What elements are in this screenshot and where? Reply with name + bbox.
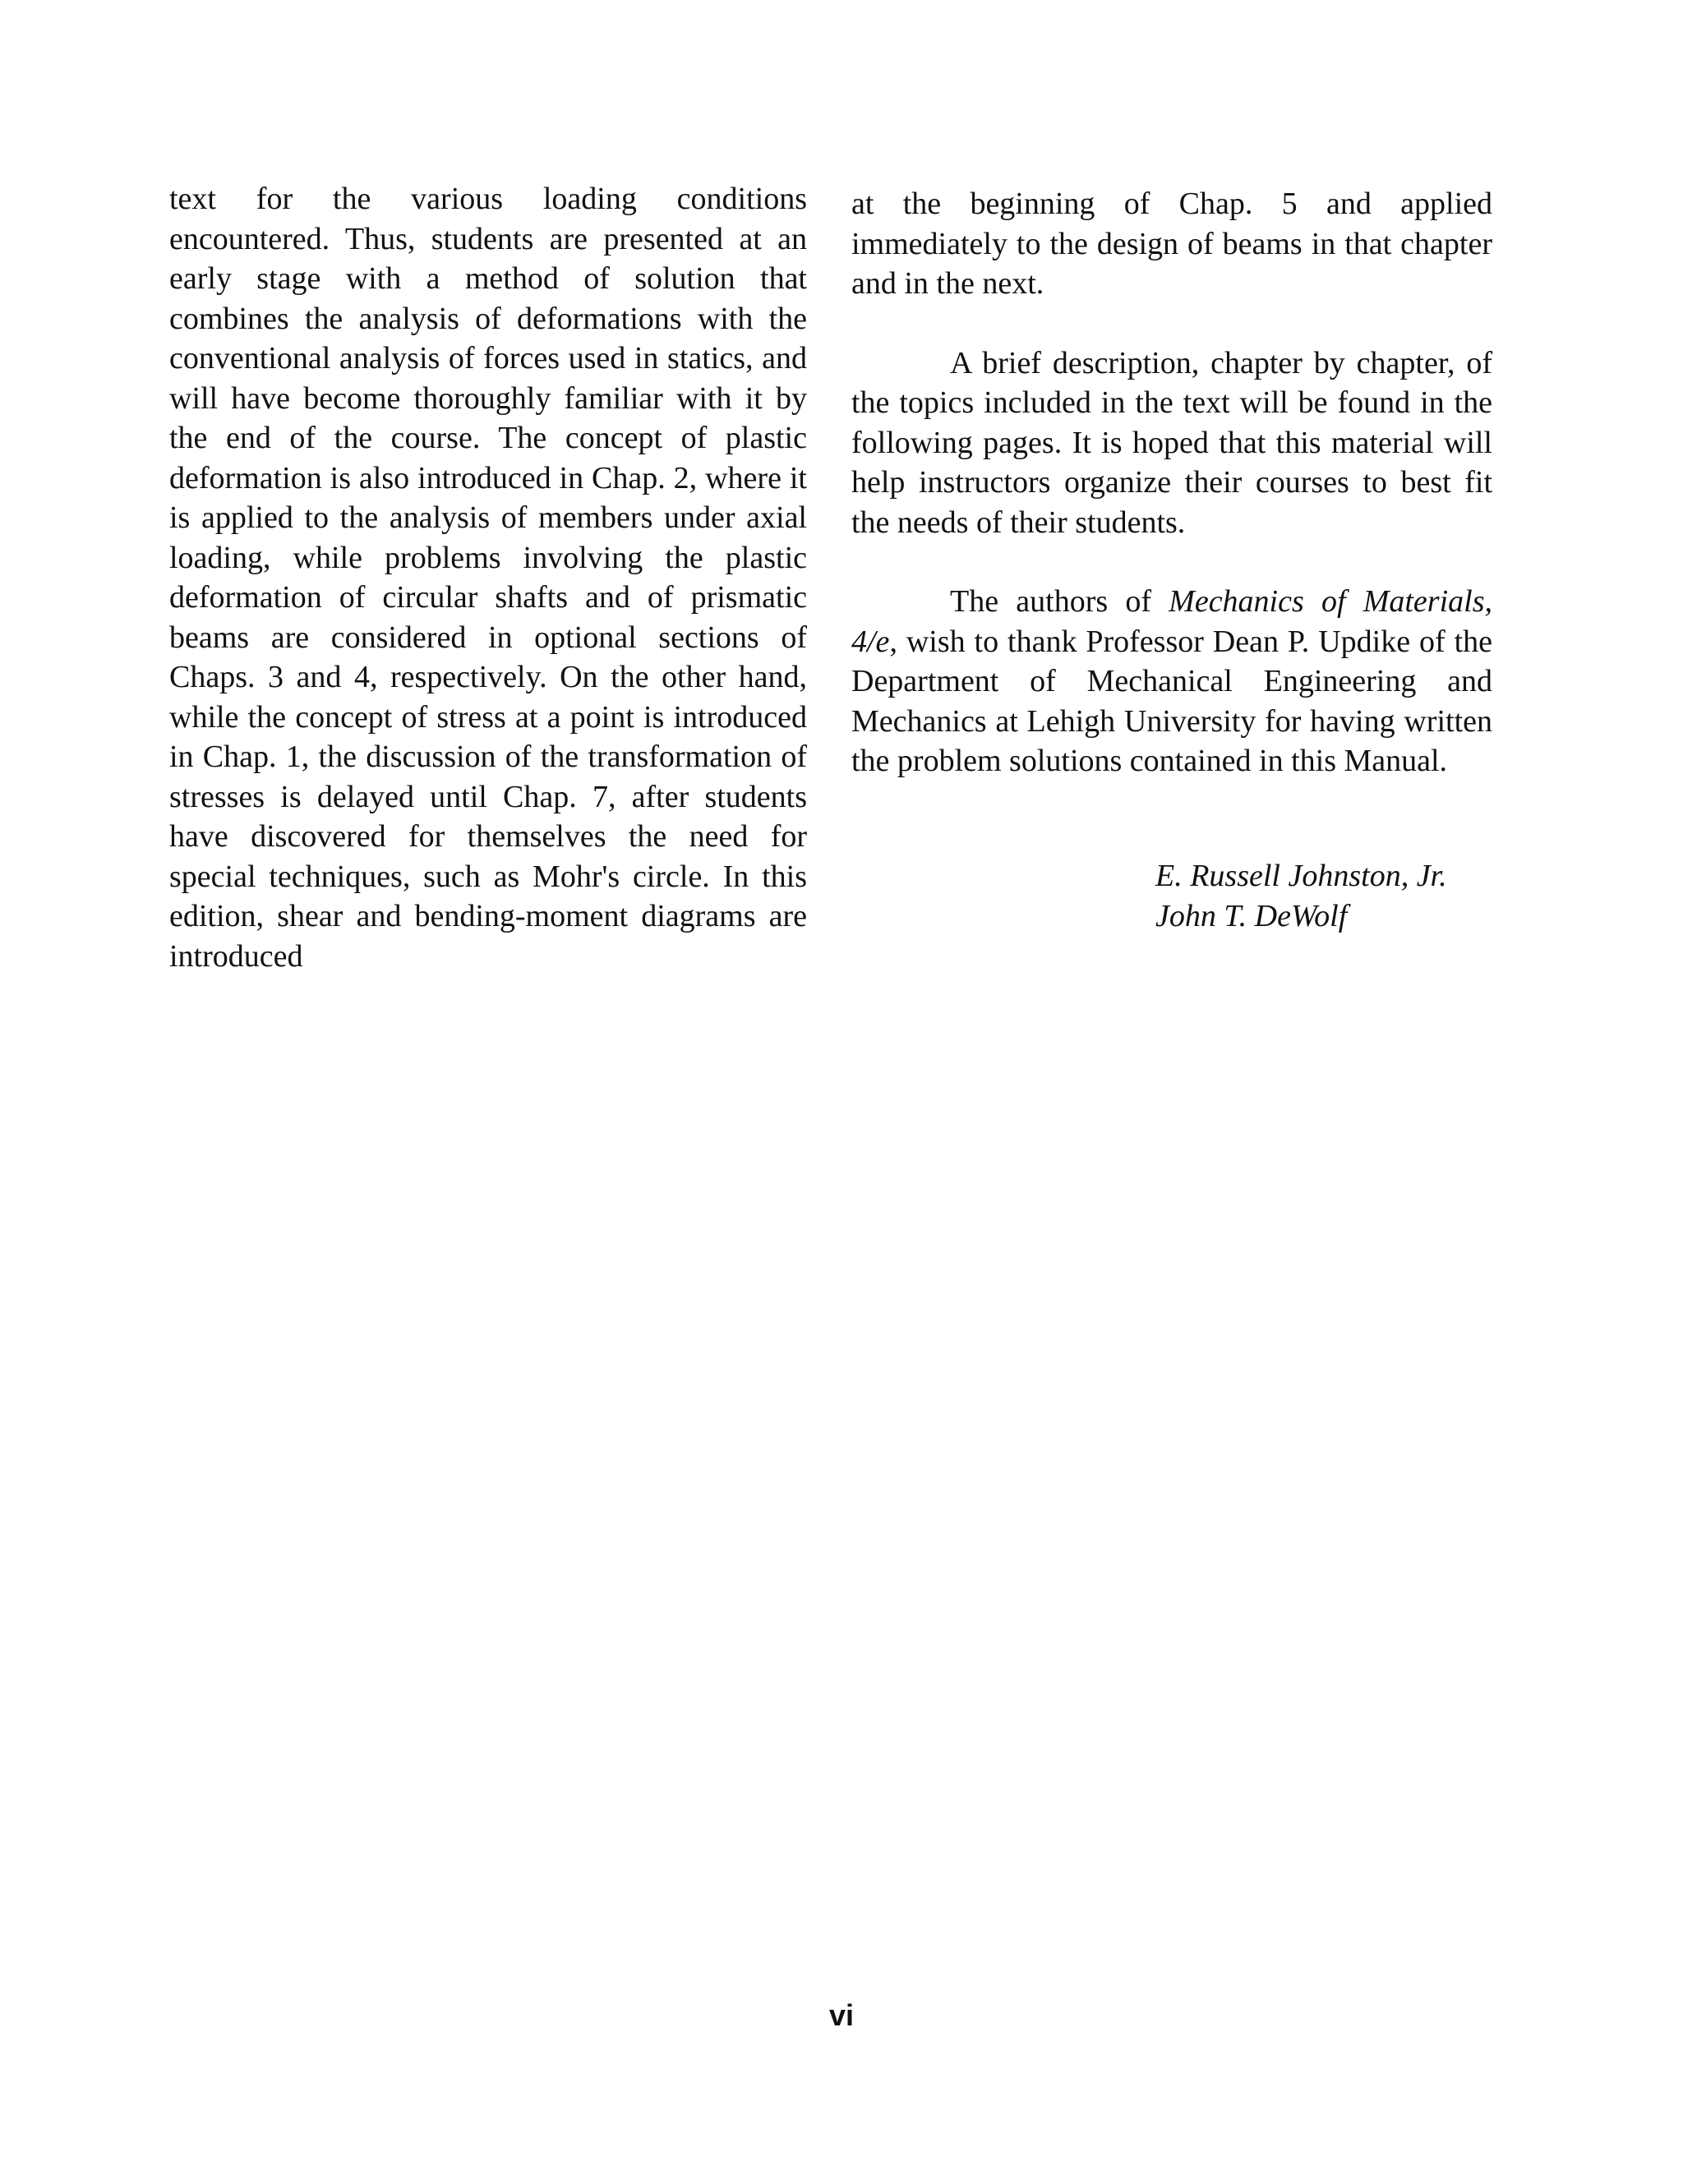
author-name-1: E. Russell Johnston, Jr. bbox=[1155, 859, 1447, 893]
acknowledgment-text: , wish to thank Professor Dean P. Updike of the Department of Mechanical Engineering and Mechanics at Lehigh University for having written the problem solutions contained in this Manual. bbox=[851, 624, 1492, 778]
page-number: vi bbox=[828, 1998, 855, 2032]
continuation-paragraph: at the beginning of Chap. 5 and applied immediately to the design of beams in that chapter and in the next. bbox=[851, 187, 1492, 301]
left-column bbox=[169, 179, 807, 976]
description-paragraph: A brief description, chapter by chapter, of the topics included in the text will be found in the following pages. It is hoped that this material will help instructors organize their courses to best fit the needs of their students. bbox=[851, 345, 1492, 540]
author-name-2: John T. DeWolf bbox=[1155, 898, 1348, 933]
acknowledgment-intro: The authors of bbox=[950, 584, 1169, 619]
signature-block bbox=[1155, 856, 1447, 936]
book-title: Mechanics of Materials, 4/e bbox=[851, 584, 1492, 659]
left-column-paragraph: text for the various loading conditions encountered. Thus, students are presented at an early stage with a method of solution that combines the analysis of deformations with the conventional analysis of forces used in statics, and will have become thoroughly familiar with it by the end of the course. The concept of plastic deformation is also introduced in Chap. 2, where it is applied to the analysis of members under axial loading, while problems involving the plastic deformation of circular shafts and of prismatic beams are considered in optional sections of Chaps. 3 and 4, respectively. On the other hand, while the concept of stress at a point is introduced in Chap. 1, the discussion of the transformation of stresses is delayed until Chap. 7, after students have discovered for themselves the need for special techniques, such as Mohr's circle. In this edition, shear and bending-moment diagrams are introduced bbox=[169, 182, 807, 974]
right-column bbox=[851, 184, 1492, 781]
acknowledgment-paragraph bbox=[851, 582, 1492, 781]
